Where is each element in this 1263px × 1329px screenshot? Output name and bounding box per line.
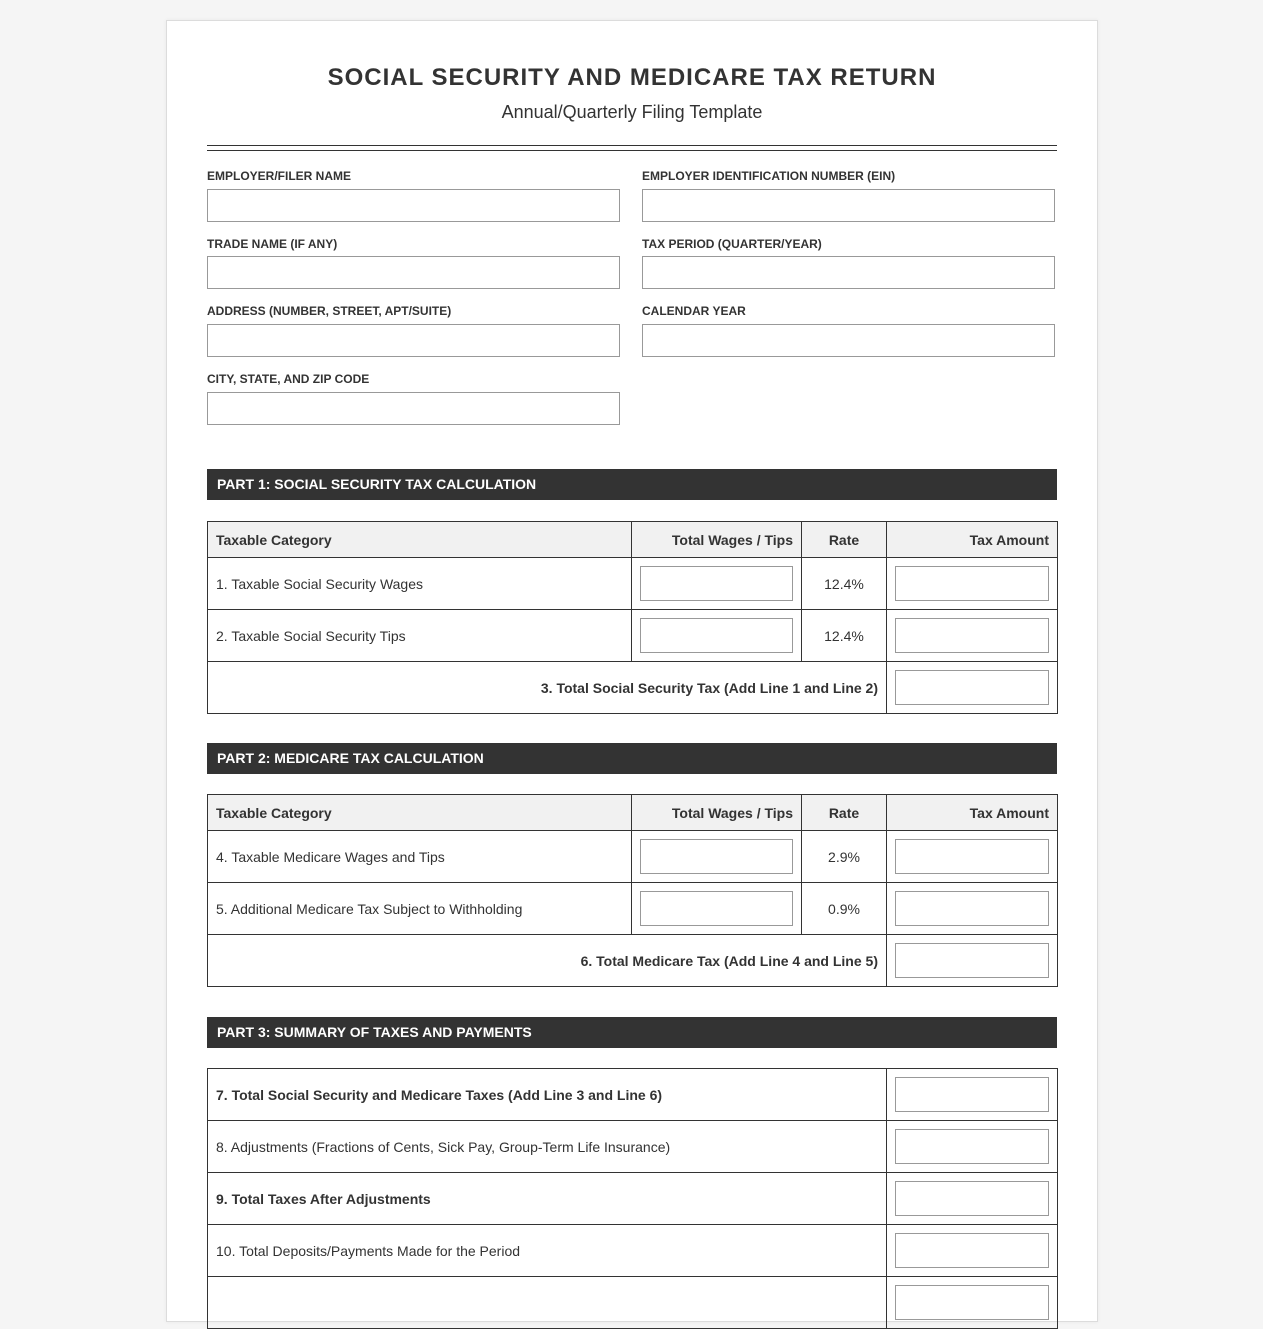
line5-rate: 0.9% [802,883,887,935]
col-header-category: Taxable Category [208,795,632,831]
line4-rate: 2.9% [802,831,887,883]
line10-input[interactable] [895,1233,1049,1268]
col-header-wages: Total Wages / Tips [632,522,802,558]
part3-heading: PART 3: SUMMARY OF TAXES AND PAYMENTS [207,1017,1057,1048]
table-header-row [208,522,1058,558]
line1-tax-input[interactable] [895,566,1049,601]
line3-total-input[interactable] [895,670,1049,705]
line11-input[interactable] [895,1285,1049,1320]
col-header-tax-amount: Tax Amount [887,795,1058,831]
col-header-tax-amount: Tax Amount [887,522,1058,558]
table-row [208,1173,1058,1225]
line1-wages-input[interactable] [640,566,793,601]
line11-label [208,1277,887,1329]
ein-label: EMPLOYER IDENTIFICATION NUMBER (EIN) [642,169,896,183]
line7-input[interactable] [895,1077,1049,1112]
line8-input[interactable] [895,1129,1049,1164]
calendar-year-label: CALENDAR YEAR [642,304,746,318]
table-row [208,883,1058,935]
col-header-rate: Rate [802,522,887,558]
line7-label: 7. Total Social Security and Medicare Taxes (Add Line 3 and Line 6) [208,1069,887,1121]
line1-rate: 12.4% [802,558,887,610]
line10-label: 10. Total Deposits/Payments Made for the Period [208,1225,887,1277]
city-state-zip-label: CITY, STATE, AND ZIP CODE [207,372,370,386]
line2-label: 2. Taxable Social Security Tips [208,610,632,662]
employer-name-label: EMPLOYER/FILER NAME [207,169,352,183]
line2-rate: 12.4% [802,610,887,662]
table-row [208,610,1058,662]
part1-heading: PART 1: SOCIAL SECURITY TAX CALCULATION [207,469,1057,500]
address-field[interactable] [207,324,620,357]
table-row [208,1121,1058,1173]
line5-tax-input[interactable] [895,891,1049,926]
table-row [208,662,1058,714]
line4-wages-input[interactable] [640,839,793,874]
line2-tax-input[interactable] [895,618,1049,653]
line9-label: 9. Total Taxes After Adjustments [208,1173,887,1225]
table-row [208,558,1058,610]
calendar-year-field[interactable] [642,324,1055,357]
table-row [208,831,1058,883]
line9-input[interactable] [895,1181,1049,1216]
table-row [208,935,1058,987]
form-subtitle: Annual/Quarterly Filing Template [501,102,763,122]
tax-period-field[interactable] [642,256,1055,289]
line5-label: 5. Additional Medicare Tax Subject to Withholding [208,883,632,935]
line2-tips-input[interactable] [640,618,793,653]
tax-period-label: TAX PERIOD (QUARTER/YEAR) [642,237,822,251]
table-header-row [208,795,1058,831]
table-row [208,1225,1058,1277]
part2-table [207,794,1058,987]
col-header-rate: Rate [802,795,887,831]
trade-name-field[interactable] [207,256,620,289]
title-divider [207,145,1057,151]
part1-table [207,521,1058,714]
part2-heading: PART 2: MEDICARE TAX CALCULATION [207,743,1057,774]
line6-label: 6. Total Medicare Tax (Add Line 4 and Line 5) [208,935,887,987]
form-title: SOCIAL SECURITY AND MEDICARE TAX RETURN [327,64,937,91]
employer-name-field[interactable] [207,189,620,222]
col-header-category: Taxable Category [208,522,632,558]
trade-name-label: TRADE NAME (IF ANY) [207,237,338,251]
part3-table [207,1068,1058,1329]
line6-total-input[interactable] [895,943,1049,978]
ein-field[interactable] [642,189,1055,222]
line5-wages-input[interactable] [640,891,793,926]
line3-label: 3. Total Social Security Tax (Add Line 1 and Line 2) [208,662,887,714]
col-header-wages: Total Wages / Tips [632,795,802,831]
address-label: ADDRESS (NUMBER, STREET, APT/SUITE) [207,304,452,318]
line8-label: 8. Adjustments (Fractions of Cents, Sick Pay, Group-Term Life Insurance) [208,1121,887,1173]
table-row [208,1277,1058,1329]
line4-label: 4. Taxable Medicare Wages and Tips [208,831,632,883]
table-row [208,1069,1058,1121]
form-page [166,20,1098,1322]
city-state-zip-field[interactable] [207,392,620,425]
line1-label: 1. Taxable Social Security Wages [208,558,632,610]
line4-tax-input[interactable] [895,839,1049,874]
